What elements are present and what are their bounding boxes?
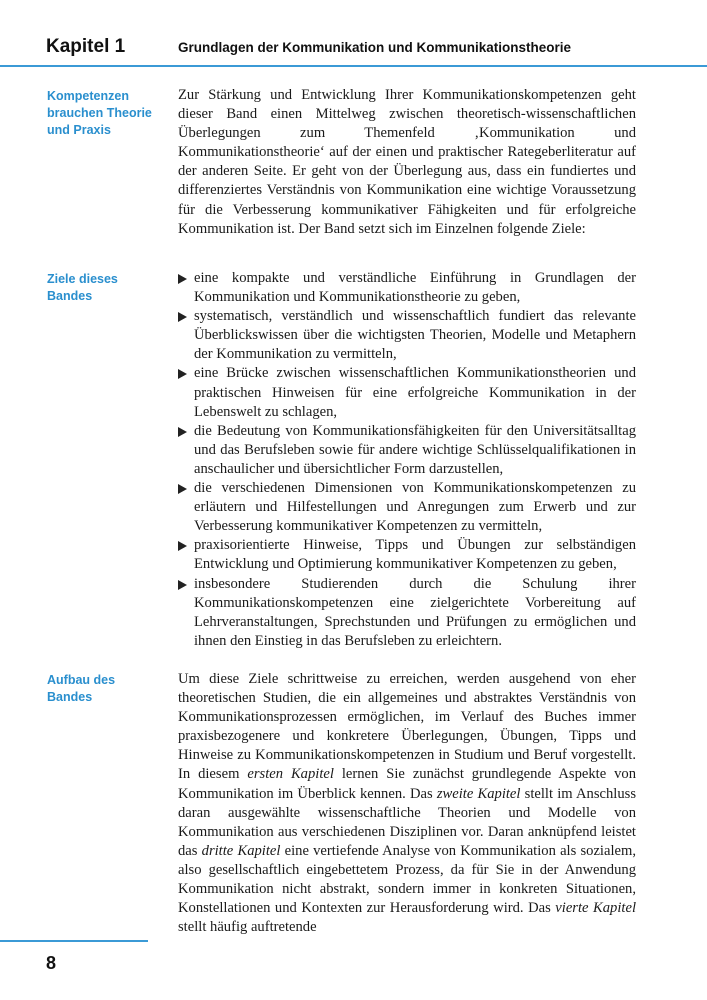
emphasis-first-chapter: ersten Kapitel [247, 766, 334, 783]
list-item [178, 479, 636, 536]
text-run: Um diese Ziele schrittweise zu erreichen, werden ausgehend von eher theoretischen Studien, die ein allgemeines und abstraktes Verständnis von Kommunikationsprozessen ermöglichen, im Verlauf des Buches immer praxisbezogenere und konkretere Überlegungen, Übungen, Tipps und Hinweise zu Kommunikationskompetenzen in Studium und Beruf vorgestellt. In diesem [178, 671, 636, 783]
page-number: 8 [46, 953, 57, 973]
sidenote-structure: Aufbau des Bandes [47, 673, 116, 704]
chapter-label: Kapitel 1 [46, 36, 126, 57]
emphasis-fourth-chapter: vierte Kapitel [555, 900, 637, 917]
structure-paragraph [178, 670, 636, 937]
list-item-text: eine kompakte und verständliche Einführung in Grundlagen der Kommunikation und Kommunikationstheorie zu geben, [194, 270, 636, 306]
emphasis-second-chapter: zweite Kapitel [436, 785, 521, 802]
goals-list [178, 269, 636, 651]
list-item-text: die verschiedenen Dimensionen von Kommunikationskompetenzen zu erläutern und Hilfestellungen und Anregungen zum Erwerb und zur Verbesserung kommunikativer Kompetenzen zu vermitteln, [194, 480, 636, 535]
triangle-bullet-icon [178, 580, 187, 590]
text-run: stellt häufig auftretende [178, 919, 317, 936]
list-item [178, 575, 636, 651]
list-item-text: systematisch, verständlich und wissenschaftlich fundiert das relevante Überblickswissen über die wichtigsten Theorien, Modelle und Metaphern der Kommunikation zu vermitteln, [194, 308, 636, 363]
emphasis-third-chapter: dritte Kapitel [201, 842, 281, 859]
header-rule [0, 65, 707, 67]
text-run: stellt im Anschluss daran ausgewählte wissenschaftliche Theorien und Modelle von Kommunikation aus verschiedenen Disziplinen vor. Daran anknüpfend leistet das [178, 785, 636, 859]
sidenote-goals: Ziele dieses Bandes [47, 272, 118, 303]
list-item-text: die Bedeutung von Kommunikationsfähigkeiten für den Universitätsalltag und das Berufsleben sowie für andere wichtige Schlüsselqualifikationen in anschaulicher und übersichtlicher Form darzustellen, [194, 422, 636, 477]
goals-list-block [178, 269, 636, 651]
intro-paragraph [178, 86, 636, 239]
list-item [178, 536, 636, 574]
sidenote-competences: Kompetenzen brauchen Theorie und Praxis [47, 89, 152, 137]
running-title: Grundlagen der Kommunikation und Kommunikationstheorie [178, 40, 572, 55]
structure-text [178, 670, 636, 937]
list-item [178, 422, 636, 479]
list-item-text: insbesondere Studierenden durch die Schulung ihrer Kommunikationskompetenzen eine zielgerichtete Vorbereitung auf Lehrveranstaltungen, Sprechstunden und Prüfungen zu ermöglichen und ihnen den Einstieg in das Berufsleben zu erleichtern. [194, 575, 636, 649]
triangle-bullet-icon [178, 274, 187, 284]
list-item [178, 364, 636, 421]
list-item [178, 307, 636, 364]
triangle-bullet-icon [178, 484, 187, 494]
triangle-bullet-icon [178, 369, 187, 379]
intro-text: Zur Stärkung und Entwicklung Ihrer Kommunikationskompetenzen geht dieser Band einen Mittelweg zwischen theoretisch-wissenschaftlichen Überlegungen zum Themenfeld ‚Kommunikation und Kommunikationstheorie‘ auf der einen und praktischer Rategeberliteratur auf der anderen Seite. Er geht von der Überlegung aus, dass ein fundiertes und differenziertes Verständnis von Kommunikation eine wichtige Voraussetzung für die Verbesserung kommunikativer Fähigkeiten und für erfolgreiche Kommunikation ist. Der Band setzt sich im Einzelnen folgende Ziele: [178, 87, 636, 237]
triangle-bullet-icon [178, 541, 187, 551]
triangle-bullet-icon [178, 312, 187, 322]
text-run: lernen Sie zunächst grundlegende Aspekte von Kommunikation im Überblick kennen. Das [178, 766, 636, 802]
list-item [178, 269, 636, 307]
list-item-text: eine Brücke zwischen wissenschaftlichen Kommunikationstheorien und praktischen Hinweisen für eine erfolgreiche Kommunikation in der Lebenswelt zu schlagen, [194, 365, 636, 420]
triangle-bullet-icon [178, 427, 187, 437]
list-item-text: praxisorientierte Hinweise, Tipps und Übungen zur selbständigen Entwicklung und Optimierung kommunikativer Kompetenzen zu geben, [194, 537, 636, 573]
footer-rule [0, 940, 148, 942]
page-header [0, 0, 707, 68]
text-run: eine vertiefende Analyse von Kommunikation als sozialem, also gesellschaftlich eingebettetem Prozess, da für Sie in der Anwendung Kommunikation nicht abstrakt, sondern immer in konkreten Situationen, Konstellationen und Kontexten zur Herausforderung wird. Das [178, 842, 636, 917]
